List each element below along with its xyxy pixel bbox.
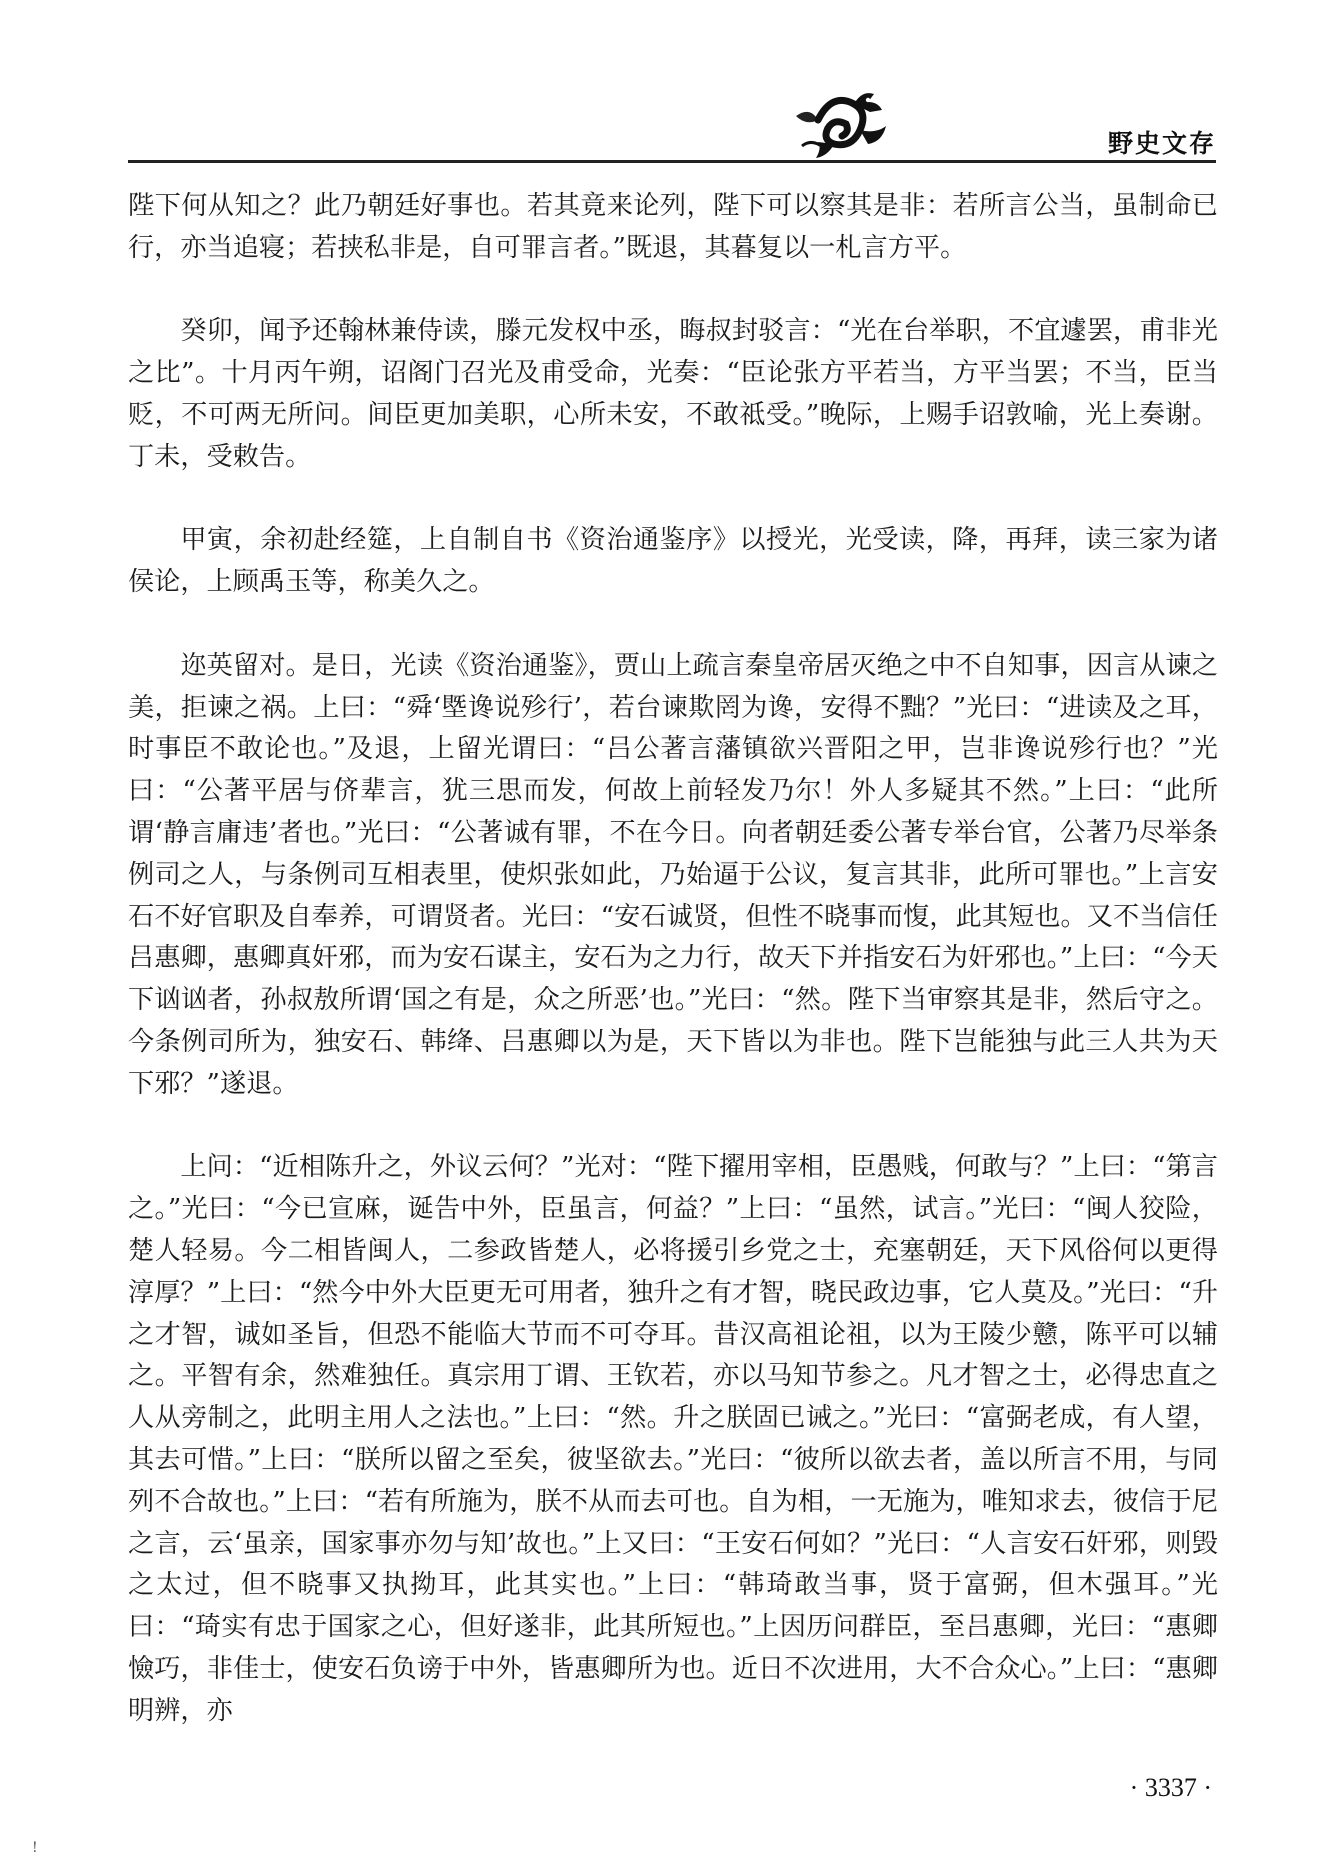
paragraph-4: 迩英留对。是日，光读《资治通鉴》，贾山上疏言秦皇帝居灭绝之中不自知事，因言从谏之美，拒谏之祸。上曰：“舜‘塈谗说殄行’，若台谏欺罔为谗，安得不黜？”光曰：“进读及之耳，时事臣不敢论也。”及退，上留光谓曰：“吕公著言藩镇欲兴晋阳之甲，岂非谗说殄行也？”光曰：“公著平居与侪辈言，犹三思而发，何故上前轻发乃尔！外人多疑其不然。”上曰：“此所谓‘静言庸违’者也。”光曰：“公著诚有罪，不在今日。向者朝廷委公著专举台官，公著乃尽举条例司之人，与条例司互相表里，使炽张如此，乃始逼于公议，复言其非，此所可罪也。”上言安石不好官职及自奉养，可谓贤者。光曰：“安石诚贤，但性不晓事而愎，此其短也。又不当信任吕惠卿，惠卿真奸邪，而为安石谋主，安石为之力行，故天下并指安石为奸邪也。”上曰：“今天下讻讻者，孙叔敖所谓‘国之有是，众之所恶’也。”光曰：“然。陛下当审察其是非，然后守之。今条例司所为，独安石、韩绛、吕惠卿以为是，天下皆以为非也。陛下岂能独与此三人共为天下邪？”遂退。 [128,650,1218,1099]
paragraph-3: 甲寅，余初赴经筵，上自制自书《资治通鉴序》以授光，光受读，降，再拜，读三家为诸侯论，上顾禹玉等，称美久之。 [128,525,1218,598]
paragraph-2: 癸卯，闻予还翰林兼侍读，滕元发权中丞，晦叔封驳言：“光在台举职，不宜遽罢，甫非光之比”。十月丙午朔，诏阁门召光及甫受命，光奏：“臣论张方平若当，方平当罢；不当，臣当贬，不可两无所问。间臣更加美职，心所未安，不敢祗受。”晚际，上赐手诏敦喻，光上奏谢。丁未，受敕告。 [128,316,1218,472]
margin-mark: ! [32,1840,38,1856]
main-text [128,186,1218,1774]
page-header [128,86,1216,166]
page-number: · 3337 · [1129,1773,1212,1802]
header-divider [128,160,1216,163]
dragon-emblem-icon [788,86,898,164]
paragraph-5: 上问：“近相陈升之，外议云何？”光对：“陛下擢用宰相，臣愚贱，何敢与？”上曰：“第言之。”光曰：“今已宣麻，诞告中外，臣虽言，何益？”上曰：“虽然，试言。”光曰：“闽人狡险，楚人轻易。今二相皆闽人，二参政皆楚人，必将援引乡党之士，充塞朝廷，天下风俗何以更得淳厚？”上曰：“然今中外大臣更无可用者，独升之有才智，晓民政边事，它人莫及。”光曰：“升之才智，诚如圣旨，但恐不能临大节而不可夺耳。昔汉高祖论祖，以为王陵少戆，陈平可以辅之。平智有余，然难独任。真宗用丁谓、王钦若，亦以马知节参之。凡才智之士，必得忠直之人从旁制之，此明主用人之法也。”上曰：“然。升之朕固已诫之。”光曰：“富弼老成，有人望，其去可惜。”上曰：“朕所以留之至矣，彼坚欲去。”光曰：“彼所以欲去者，盖以所言不用，与同列不合故也。”上曰：“若有所施为，朕不从而去可也。自为相，一无施为，唯知求去，彼信于尼之言，云‘虽亲，国家事亦勿与知’故也。”上又曰：“王安石何如？”光曰：“人言安石奸邪，则毁之太过，但不晓事又执拗耳，此其实也。”上曰：“韩琦敢当事，贤于富弼，但木强耳。”光曰：“琦实有忠于国家之心，但好遂非，此其所短也。”上因历问群臣，至吕惠卿，光曰：“惠卿憸巧，非佳士，使安石负谤于中外，皆惠卿所为也。近日不次进用，大不合众心。”上曰：“惠卿明辨，亦 [128,1152,1218,1726]
paragraph-1: 陛下何从知之？此乃朝廷好事也。若其竟来论列，陛下可以察其是非：若所言公当，虽制命已行，亦当追寝；若挟私非是，自可罪言者。”既退，其暮复以一札言方平。 [128,191,1218,263]
book-title: 野史文存 [1107,129,1216,158]
